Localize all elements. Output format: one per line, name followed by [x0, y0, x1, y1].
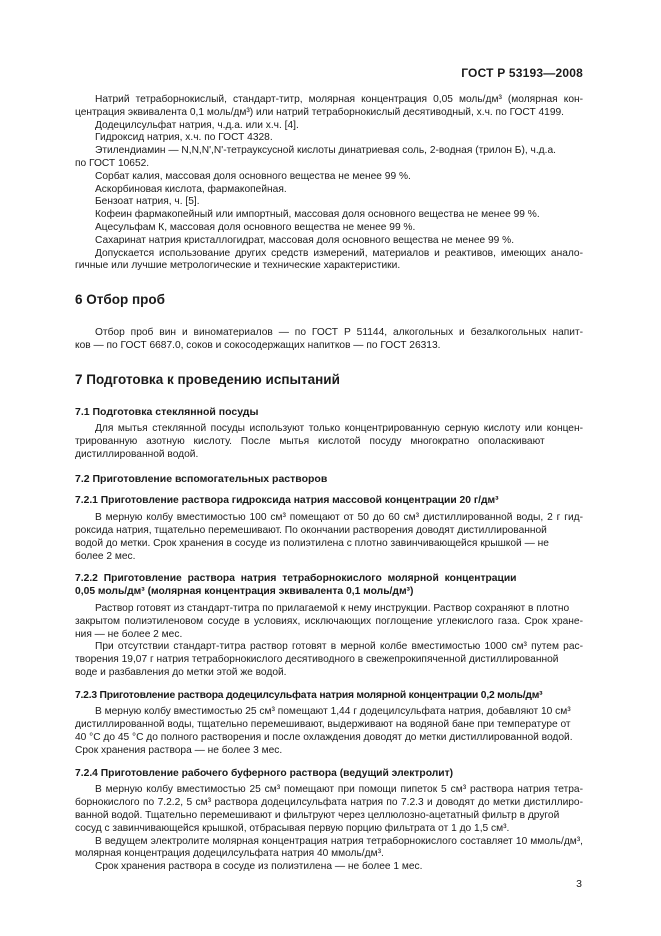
subsection-7-1-title: 7.1 Подготовка стеклянной посуды — [75, 406, 259, 419]
text-line: воде и разбавления до метки этой же водой. — [75, 666, 287, 678]
text-line: более 2 мес. — [75, 550, 136, 562]
text-line: сосуд с завинчивающейся крышкой, отбрасывая первую порцию фильтрата от 1 до 1,5 см³. — [75, 822, 510, 834]
text-line: дистиллированной водой. — [75, 448, 199, 460]
text-line: В ведущем электролите молярная концентрация натрия тетраборнокислого составляет 10 ммоль/дм³, — [95, 835, 583, 847]
reagent-line: Натрий тетраборнокислый, стандарт-титр, молярная концентрация 0,05 моль/дм³ (молярная кон- — [95, 94, 583, 105]
text-line: 40 °С до 45 °С до полного растворения и после охлаждения доводят до метки дистиллированной водой. — [75, 732, 573, 744]
page-content — [75, 94, 583, 874]
text-line: ния — не более 2 мес. — [75, 628, 183, 640]
section-6-line: ков — по ГОСТ 6687.0, соков и сокосодержащих напитков — по ГОСТ 26313. — [75, 339, 441, 351]
reagent-line: Бензоат натрия, ч. [5]. — [95, 196, 200, 208]
reagent-line: Гидроксид натрия, х.ч. по ГОСТ 4328. — [95, 132, 273, 144]
subsection-7-2-2-title-cont: 0,05 моль/дм³ (молярная концентрация эквивалента 0,1 моль/дм³) — [75, 586, 414, 598]
reagent-line: Аскорбиновая кислота, фармакопейная. — [95, 183, 287, 195]
text-line: ванной водой. Тщательно перемешивают и фильтруют через целлюлозно-ацетатный фильтр в другой — [75, 810, 560, 822]
text-line: закрытом полиэтиленовом сосуде в условиях, исключающих поглощение углекислого газа. Срок хране- — [75, 615, 583, 627]
text-line: водой до метки. Срок хранения в сосуде из полиэтилена с плотно завинчивающейся крышкой — не — [75, 537, 549, 549]
reagent-line: центрация эквивалента 0,1 моль/дм³) или натрий тетраборнокислый десятиводный, х.ч. по ГОСТ 4199. — [75, 106, 565, 118]
standard-header: ГОСТ Р 53193—2008 — [461, 66, 583, 80]
reagent-line: Сахаринат натрия кристаллогидрат, массовая доля основного вещества не менее 99 %. — [95, 234, 515, 246]
text-line: роксида натрия, тщательно перемешивают. По окончании растворения доводят дистиллированной — [75, 524, 547, 536]
reagent-line: Додецилсульфат натрия, ч.д.а. или х.ч. [4]. — [95, 119, 299, 131]
text-line: В мерную колбу вместимостью 25 см³ помещают 1,44 г додецилсульфата натрия, добавляют 10 см³ — [95, 706, 571, 718]
section-6-title: 6 Отбор проб — [75, 292, 165, 308]
text-line: При отсутствии стандарт-титра раствор готовят в мерной колбе вместимостью 1000 см³ путем рас- — [95, 641, 583, 653]
text-line: творения 19,07 г натрия тетраборнокислого десятиводного в свежепрокипяченной дистиллированной — [75, 654, 559, 666]
reagent-line: Ацесульфам К, массовая доля основного вещества не менее 99 %. — [95, 221, 416, 233]
reagent-line: Сорбат калия, массовая доля основного вещества не менее 99 %. — [95, 170, 411, 182]
subsection-7-2-4-title: 7.2.4 Приготовление рабочего буферного раствора (ведущий электролит) — [75, 767, 454, 779]
subsection-7-2-title: 7.2 Приготовление вспомогательных растворов — [75, 472, 328, 485]
text-line: В мерную колбу вместимостью 100 см³ помещают от 50 до 60 см³ дистиллированной воды, 2 г гид- — [95, 512, 583, 524]
text-line: Срок хранения раствора в сосуде из полиэтилена — не более 1 мес. — [95, 861, 423, 873]
page-number: 3 — [576, 878, 582, 890]
section-6-line: Отбор проб вин и виноматериалов — по ГОСТ Р 51144, алкогольных и безалкогольных напит- — [95, 326, 583, 338]
section-7-title: 7 Подготовка к проведению испытаний — [75, 371, 340, 387]
text-line: молярная концентрация додецилсульфата натрия 40 ммоль/дм³. — [75, 848, 384, 860]
reagent-line: по ГОСТ 10652. — [75, 157, 150, 169]
reagent-line: гичные или лучшие метрологические и технические характеристики. — [75, 260, 401, 272]
reagent-line: Допускается использование других средств измерений, материалов и реактивов, имеющих анало- — [95, 247, 583, 259]
subsection-7-2-3-title: 7.2.3 Приготовление раствора додецилсульфата натрия молярной концентрации 0,2 моль/дм³ — [75, 689, 543, 701]
reagent-line: Этилендиамин — N,N,N',N'-тетрауксусной кислоты динатриевая соль, 2-водная (трилон Б), ч.д.а. — [95, 145, 556, 157]
text-line: борнокислого по 7.2.2, 5 см³ раствора додецилсульфата натрия по 7.2.3 и доводят до метки дистиллиро- — [75, 797, 583, 809]
reagent-line: Кофеин фармакопейный или импортный, массовая доля основного вещества не менее 99 %. — [95, 209, 540, 221]
text-line: дистиллированной воды, тщательно перемешивают, выдерживают на водяной бане при температуре от — [75, 719, 571, 731]
subsection-7-2-2-title: 7.2.2 Приготовление раствора натрия тетраборнокислого молярной концентрации — [75, 573, 517, 585]
text-line: Раствор готовят из стандарт-титра по прилагаемой к нему инструкции. Раствор сохраняют в плотно — [95, 602, 570, 614]
text-line: трированную азотную кислоту. После мытья кислотой посуду многократно ополаскивают — [75, 435, 545, 447]
subsection-7-2-1-title: 7.2.1 Приготовление раствора гидроксида натрия массовой концентрации 20 г/дм³ — [75, 495, 499, 507]
text-line: Срок хранения раствора — не более 3 мес. — [75, 744, 283, 756]
text-line: Для мытья стеклянной посуды используют только концентрированную серную кислоту или концен- — [95, 423, 583, 435]
text-line: В мерную колбу вместимостью 25 см³ помещают при помощи пипеток 5 см³ раствора натрия тетра- — [95, 784, 583, 796]
